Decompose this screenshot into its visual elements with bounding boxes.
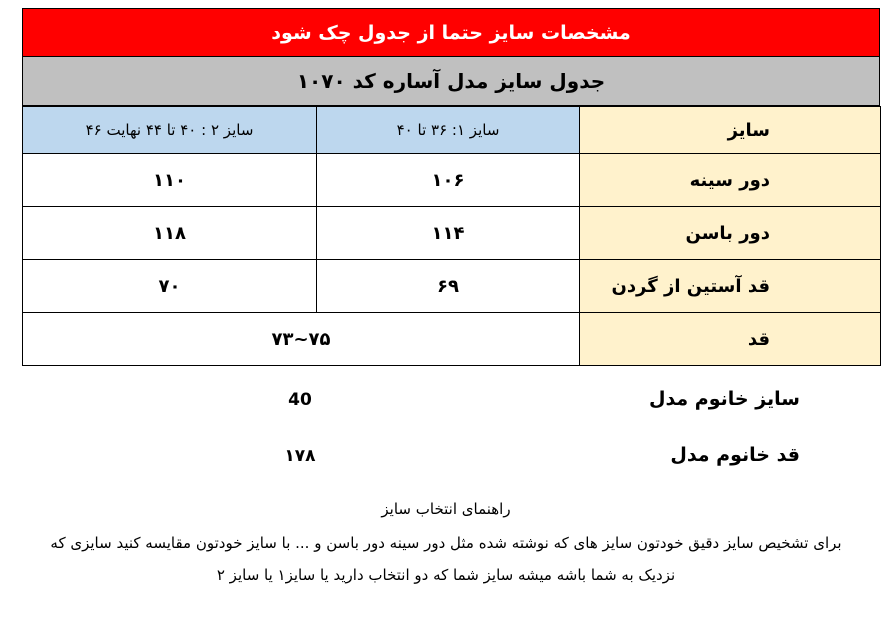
size2-header: سایز ۲ : ۴۰ تا ۴۴ نهایت ۴۶ <box>23 107 317 154</box>
row-label: دور سینه <box>580 154 881 207</box>
page-title: مشخصات سایز حتما از جدول چک شود <box>22 8 880 57</box>
height-value: ۷۵~۷۳ <box>23 313 580 366</box>
height-label: قد <box>580 313 881 366</box>
guide-line-2: نزدیک به شما باشه میشه سایز شما که دو انتخاب دارید یا سایز۱ یا سایز ۲ <box>216 566 676 584</box>
model-size-label: سایز خانوم مدل <box>648 388 800 410</box>
guide-line-1: برای تشخیص سایز دقیق خودتون سایز های که نوشته شده مثل دور سینه دور باسن و ... با سایز خودتون مقایسه کنید سایزی که <box>50 534 842 552</box>
table-header-row <box>23 107 881 154</box>
size-label-cell: سایز <box>580 107 881 154</box>
size1-value: ۱۰۶ <box>317 154 580 207</box>
size1-value: ۶۹ <box>317 260 580 313</box>
size2-value: ۱۱۸ <box>23 207 317 260</box>
row-label: دور باسن <box>580 207 881 260</box>
model-size-value: 40 <box>288 390 312 410</box>
size2-value: ۷۰ <box>23 260 317 313</box>
table-title: جدول سایز مدل آساره کد ۱۰۷۰ <box>22 57 880 106</box>
size-table <box>22 106 881 366</box>
size1-value: ۱۱۴ <box>317 207 580 260</box>
model-height-label: قد خانوم مدل <box>670 444 800 466</box>
table-row <box>23 313 881 366</box>
table-row <box>23 207 881 260</box>
size2-value: ۱۱۰ <box>23 154 317 207</box>
table-row <box>23 260 881 313</box>
table-row <box>23 154 881 207</box>
row-label: قد آستین از گردن <box>580 260 881 313</box>
size1-header: سایز ۱: ۳۶ تا ۴۰ <box>317 107 580 154</box>
guide-title: راهنمای انتخاب سایز <box>381 500 511 518</box>
model-height-value: ۱۷۸ <box>284 446 316 466</box>
